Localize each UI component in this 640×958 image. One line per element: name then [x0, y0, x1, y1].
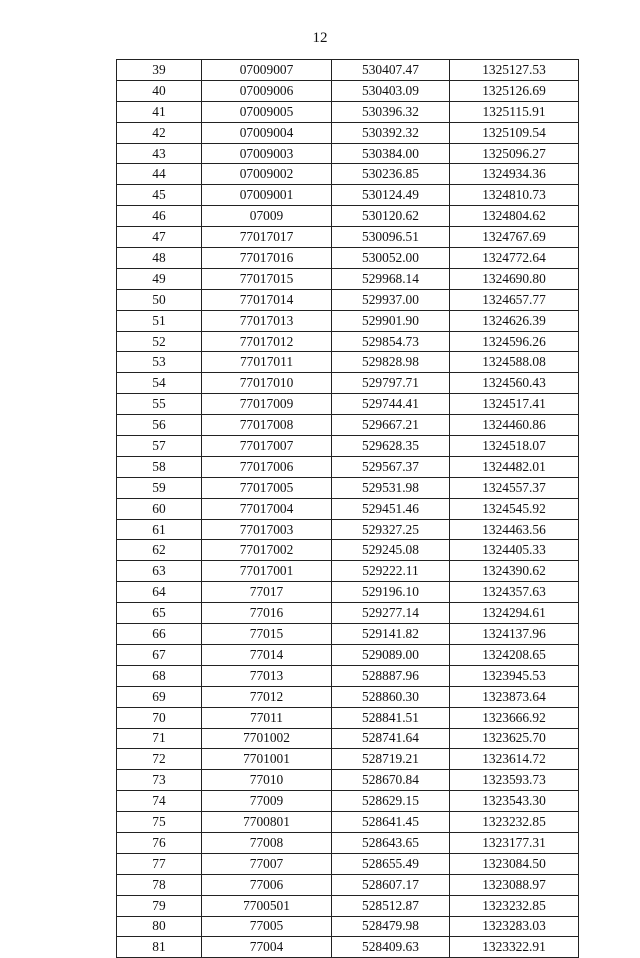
row-number-cell: 56	[117, 415, 202, 436]
y-coordinate-cell: 1324482.01	[450, 456, 579, 477]
point-id-cell: 77017006	[202, 456, 332, 477]
y-coordinate-cell: 1324463.56	[450, 519, 579, 540]
table-row	[117, 853, 579, 874]
row-number-cell: 49	[117, 268, 202, 289]
y-coordinate-cell: 1323625.70	[450, 728, 579, 749]
point-id-cell: 77012	[202, 686, 332, 707]
y-coordinate-cell: 1325127.53	[450, 60, 579, 81]
row-number-cell: 79	[117, 895, 202, 916]
y-coordinate-cell: 1324545.92	[450, 498, 579, 519]
point-id-cell: 77017011	[202, 352, 332, 373]
row-number-cell: 39	[117, 60, 202, 81]
y-coordinate-cell: 1324357.63	[450, 582, 579, 603]
x-coordinate-cell: 529744.41	[332, 394, 450, 415]
y-coordinate-cell: 1323873.64	[450, 686, 579, 707]
row-number-cell: 61	[117, 519, 202, 540]
x-coordinate-cell: 530396.32	[332, 101, 450, 122]
point-id-cell: 77013	[202, 665, 332, 686]
row-number-cell: 62	[117, 540, 202, 561]
y-coordinate-cell: 1324208.65	[450, 644, 579, 665]
point-id-cell: 77017003	[202, 519, 332, 540]
table-row	[117, 394, 579, 415]
point-id-cell: 77017	[202, 582, 332, 603]
y-coordinate-cell: 1323283.03	[450, 916, 579, 937]
point-id-cell: 7700501	[202, 895, 332, 916]
table-row	[117, 268, 579, 289]
y-coordinate-cell: 1325115.91	[450, 101, 579, 122]
table-row	[117, 248, 579, 269]
x-coordinate-cell: 528409.63	[332, 937, 450, 958]
x-coordinate-cell: 529667.21	[332, 415, 450, 436]
table-row	[117, 728, 579, 749]
row-number-cell: 59	[117, 477, 202, 498]
row-number-cell: 52	[117, 331, 202, 352]
x-coordinate-cell: 529828.98	[332, 352, 450, 373]
table-row	[117, 644, 579, 665]
x-coordinate-cell: 528629.15	[332, 791, 450, 812]
x-coordinate-cell: 530124.49	[332, 185, 450, 206]
row-number-cell: 78	[117, 874, 202, 895]
row-number-cell: 60	[117, 498, 202, 519]
x-coordinate-cell: 528841.51	[332, 707, 450, 728]
coordinates-table	[116, 59, 579, 958]
row-number-cell: 80	[117, 916, 202, 937]
row-number-cell: 53	[117, 352, 202, 373]
table-row	[117, 582, 579, 603]
point-id-cell: 77017014	[202, 289, 332, 310]
point-id-cell: 77007	[202, 853, 332, 874]
y-coordinate-cell: 1324294.61	[450, 603, 579, 624]
table-row	[117, 686, 579, 707]
x-coordinate-cell: 529968.14	[332, 268, 450, 289]
x-coordinate-cell: 528641.45	[332, 812, 450, 833]
row-number-cell: 43	[117, 143, 202, 164]
x-coordinate-cell: 529222.11	[332, 561, 450, 582]
point-id-cell: 07009007	[202, 60, 332, 81]
row-number-cell: 44	[117, 164, 202, 185]
point-id-cell: 77006	[202, 874, 332, 895]
table-row	[117, 498, 579, 519]
point-id-cell: 7701001	[202, 749, 332, 770]
table-row	[117, 916, 579, 937]
y-coordinate-cell: 1324588.08	[450, 352, 579, 373]
y-coordinate-cell: 1324596.26	[450, 331, 579, 352]
y-coordinate-cell: 1324690.80	[450, 268, 579, 289]
point-id-cell: 77010	[202, 770, 332, 791]
x-coordinate-cell: 530236.85	[332, 164, 450, 185]
row-number-cell: 50	[117, 289, 202, 310]
row-number-cell: 63	[117, 561, 202, 582]
table-row	[117, 603, 579, 624]
point-id-cell: 77005	[202, 916, 332, 937]
table-row	[117, 60, 579, 81]
x-coordinate-cell: 529901.90	[332, 310, 450, 331]
point-id-cell: 77017015	[202, 268, 332, 289]
point-id-cell: 77014	[202, 644, 332, 665]
x-coordinate-cell: 529245.08	[332, 540, 450, 561]
table-row	[117, 477, 579, 498]
y-coordinate-cell: 1324767.69	[450, 227, 579, 248]
x-coordinate-cell: 529327.25	[332, 519, 450, 540]
y-coordinate-cell: 1324518.07	[450, 436, 579, 457]
y-coordinate-cell: 1323084.50	[450, 853, 579, 874]
row-number-cell: 70	[117, 707, 202, 728]
y-coordinate-cell: 1323666.92	[450, 707, 579, 728]
y-coordinate-cell: 1324137.96	[450, 624, 579, 645]
point-id-cell: 07009006	[202, 80, 332, 101]
y-coordinate-cell: 1323593.73	[450, 770, 579, 791]
table-row	[117, 561, 579, 582]
point-id-cell: 77017007	[202, 436, 332, 457]
point-id-cell: 77004	[202, 937, 332, 958]
row-number-cell: 47	[117, 227, 202, 248]
x-coordinate-cell: 528607.17	[332, 874, 450, 895]
x-coordinate-cell: 529628.35	[332, 436, 450, 457]
table-row	[117, 436, 579, 457]
point-id-cell: 77017009	[202, 394, 332, 415]
table-row	[117, 415, 579, 436]
row-number-cell: 81	[117, 937, 202, 958]
y-coordinate-cell: 1323614.72	[450, 749, 579, 770]
x-coordinate-cell: 529141.82	[332, 624, 450, 645]
table-row	[117, 289, 579, 310]
point-id-cell: 7701002	[202, 728, 332, 749]
row-number-cell: 77	[117, 853, 202, 874]
x-coordinate-cell: 528655.49	[332, 853, 450, 874]
point-id-cell: 77017012	[202, 331, 332, 352]
point-id-cell: 07009005	[202, 101, 332, 122]
table-row	[117, 80, 579, 101]
point-id-cell: 7700801	[202, 812, 332, 833]
y-coordinate-cell: 1323232.85	[450, 895, 579, 916]
row-number-cell: 45	[117, 185, 202, 206]
y-coordinate-cell: 1324810.73	[450, 185, 579, 206]
y-coordinate-cell: 1324460.86	[450, 415, 579, 436]
x-coordinate-cell: 528860.30	[332, 686, 450, 707]
y-coordinate-cell: 1324804.62	[450, 206, 579, 227]
row-number-cell: 74	[117, 791, 202, 812]
y-coordinate-cell: 1323945.53	[450, 665, 579, 686]
x-coordinate-cell: 528887.96	[332, 665, 450, 686]
y-coordinate-cell: 1325096.27	[450, 143, 579, 164]
table-row	[117, 101, 579, 122]
table-row	[117, 832, 579, 853]
table-row	[117, 456, 579, 477]
row-number-cell: 73	[117, 770, 202, 791]
x-coordinate-cell: 528670.84	[332, 770, 450, 791]
point-id-cell: 77017004	[202, 498, 332, 519]
row-number-cell: 71	[117, 728, 202, 749]
x-coordinate-cell: 529937.00	[332, 289, 450, 310]
row-number-cell: 40	[117, 80, 202, 101]
y-coordinate-cell: 1323088.97	[450, 874, 579, 895]
table-row	[117, 937, 579, 958]
table-row	[117, 310, 579, 331]
table-row	[117, 707, 579, 728]
x-coordinate-cell: 528479.98	[332, 916, 450, 937]
table-row	[117, 185, 579, 206]
y-coordinate-cell: 1324405.33	[450, 540, 579, 561]
point-id-cell: 77017005	[202, 477, 332, 498]
y-coordinate-cell: 1323543.30	[450, 791, 579, 812]
x-coordinate-cell: 529797.71	[332, 373, 450, 394]
point-id-cell: 77017010	[202, 373, 332, 394]
x-coordinate-cell: 528741.64	[332, 728, 450, 749]
point-id-cell: 77017016	[202, 248, 332, 269]
table-row	[117, 143, 579, 164]
table-row	[117, 770, 579, 791]
y-coordinate-cell: 1325126.69	[450, 80, 579, 101]
row-number-cell: 54	[117, 373, 202, 394]
table-row	[117, 373, 579, 394]
x-coordinate-cell: 529531.98	[332, 477, 450, 498]
y-coordinate-cell: 1324390.62	[450, 561, 579, 582]
point-id-cell: 07009001	[202, 185, 332, 206]
x-coordinate-cell: 529089.00	[332, 644, 450, 665]
x-coordinate-cell: 530052.00	[332, 248, 450, 269]
x-coordinate-cell: 530392.32	[332, 122, 450, 143]
row-number-cell: 48	[117, 248, 202, 269]
point-id-cell: 77017001	[202, 561, 332, 582]
table-row	[117, 749, 579, 770]
point-id-cell: 77009	[202, 791, 332, 812]
table-row	[117, 519, 579, 540]
table-row	[117, 206, 579, 227]
y-coordinate-cell: 1323177.31	[450, 832, 579, 853]
point-id-cell: 77017017	[202, 227, 332, 248]
row-number-cell: 57	[117, 436, 202, 457]
row-number-cell: 65	[117, 603, 202, 624]
x-coordinate-cell: 530120.62	[332, 206, 450, 227]
y-coordinate-cell: 1324626.39	[450, 310, 579, 331]
table-row	[117, 122, 579, 143]
table-row	[117, 352, 579, 373]
point-id-cell: 07009	[202, 206, 332, 227]
point-id-cell: 77008	[202, 832, 332, 853]
x-coordinate-cell: 530096.51	[332, 227, 450, 248]
y-coordinate-cell: 1324934.36	[450, 164, 579, 185]
x-coordinate-cell: 529451.46	[332, 498, 450, 519]
coordinates-table-body	[117, 60, 579, 958]
y-coordinate-cell: 1325109.54	[450, 122, 579, 143]
table-row	[117, 227, 579, 248]
point-id-cell: 77011	[202, 707, 332, 728]
row-number-cell: 66	[117, 624, 202, 645]
y-coordinate-cell: 1324517.41	[450, 394, 579, 415]
x-coordinate-cell: 529854.73	[332, 331, 450, 352]
x-coordinate-cell: 528512.87	[332, 895, 450, 916]
page-number: 12	[312, 30, 328, 46]
table-row	[117, 665, 579, 686]
row-number-cell: 75	[117, 812, 202, 833]
x-coordinate-cell: 529277.14	[332, 603, 450, 624]
y-coordinate-cell: 1323232.85	[450, 812, 579, 833]
x-coordinate-cell: 530403.09	[332, 80, 450, 101]
row-number-cell: 64	[117, 582, 202, 603]
y-coordinate-cell: 1324560.43	[450, 373, 579, 394]
table-row	[117, 164, 579, 185]
row-number-cell: 58	[117, 456, 202, 477]
x-coordinate-cell: 528719.21	[332, 749, 450, 770]
table-row	[117, 812, 579, 833]
x-coordinate-cell: 529196.10	[332, 582, 450, 603]
row-number-cell: 68	[117, 665, 202, 686]
x-coordinate-cell: 529567.37	[332, 456, 450, 477]
point-id-cell: 77017008	[202, 415, 332, 436]
table-row	[117, 624, 579, 645]
x-coordinate-cell: 528643.65	[332, 832, 450, 853]
point-id-cell: 07009004	[202, 122, 332, 143]
row-number-cell: 55	[117, 394, 202, 415]
row-number-cell: 69	[117, 686, 202, 707]
table-row	[117, 874, 579, 895]
y-coordinate-cell: 1324657.77	[450, 289, 579, 310]
row-number-cell: 72	[117, 749, 202, 770]
row-number-cell: 76	[117, 832, 202, 853]
point-id-cell: 07009002	[202, 164, 332, 185]
y-coordinate-cell: 1323322.91	[450, 937, 579, 958]
point-id-cell: 07009003	[202, 143, 332, 164]
row-number-cell: 67	[117, 644, 202, 665]
point-id-cell: 77017013	[202, 310, 332, 331]
table-row	[117, 791, 579, 812]
row-number-cell: 46	[117, 206, 202, 227]
row-number-cell: 41	[117, 101, 202, 122]
x-coordinate-cell: 530407.47	[332, 60, 450, 81]
y-coordinate-cell: 1324772.64	[450, 248, 579, 269]
table-row	[117, 331, 579, 352]
table-row	[117, 540, 579, 561]
y-coordinate-cell: 1324557.37	[450, 477, 579, 498]
row-number-cell: 51	[117, 310, 202, 331]
point-id-cell: 77015	[202, 624, 332, 645]
row-number-cell: 42	[117, 122, 202, 143]
point-id-cell: 77017002	[202, 540, 332, 561]
table-row	[117, 895, 579, 916]
x-coordinate-cell: 530384.00	[332, 143, 450, 164]
point-id-cell: 77016	[202, 603, 332, 624]
